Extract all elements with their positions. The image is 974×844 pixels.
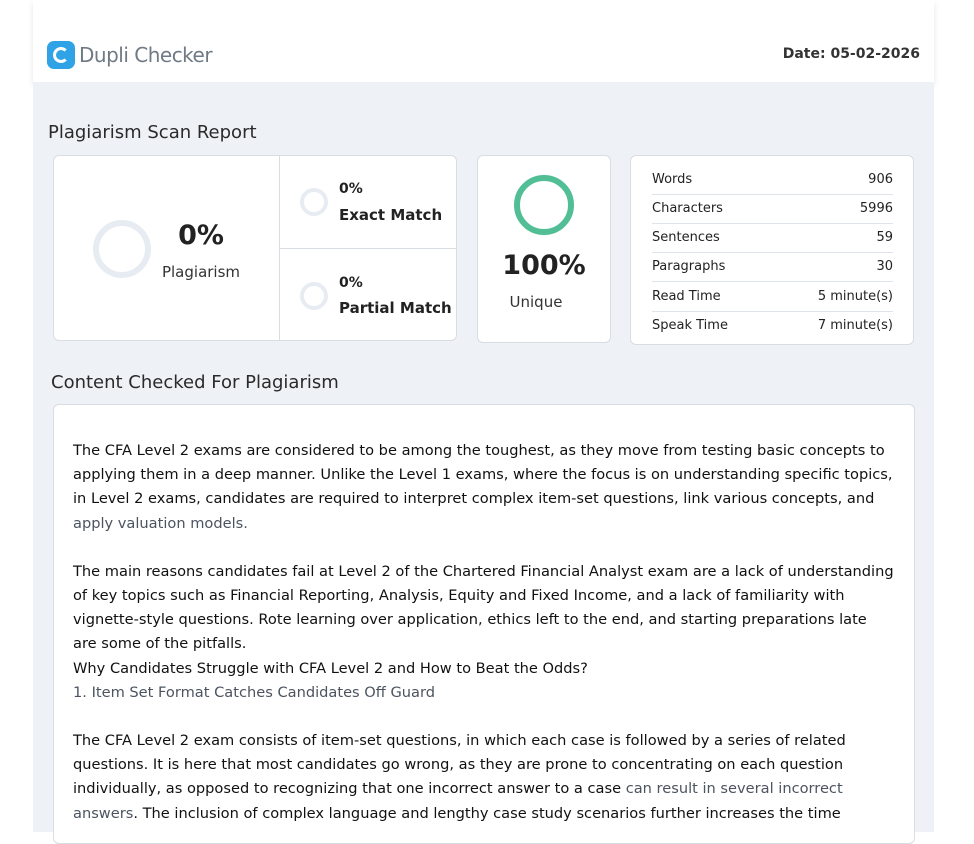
partial-match-label: Partial Match (339, 299, 452, 317)
plagiarism-ring-icon (93, 220, 151, 278)
partial-match-percent: 0% (339, 275, 363, 291)
stat-label: Words (652, 172, 693, 187)
stat-label: Read Time (652, 289, 721, 304)
stat-row-read-time (652, 282, 893, 312)
paragraph-text: . The inclusion of complex language and lengthy case study scenarios further increases the time (133, 804, 841, 822)
paragraph: Why Candidates Struggle with CFA Level 2 and How to Beat the Odds? (73, 659, 588, 677)
logo-icon (47, 41, 75, 69)
stat-label: Speak Time (652, 318, 728, 333)
stat-label: Sentences (652, 230, 720, 245)
paragraph (73, 439, 895, 536)
paragraph: The main reasons candidates fail at Level 2 of the Chartered Financial Analyst exam are a lack of understanding of key topics such as Financial Reporting, Analysis, Equity and Fixed Income, and a lack of familiarity with vignette-style questions. Rote learning over application, ethics left to the end, and starting preparations late are some of the pitfalls. (73, 562, 894, 653)
stat-label: Characters (652, 201, 723, 216)
paragraph (73, 729, 895, 826)
stat-value: 906 (868, 172, 893, 187)
content-card (53, 404, 915, 844)
report-page (33, 82, 934, 832)
unique-card (477, 155, 611, 343)
unique-label: Unique (509, 293, 563, 311)
plagiarism-card (53, 155, 457, 341)
exact-match-percent: 0% (339, 181, 363, 197)
stat-value: 7 minute(s) (817, 318, 893, 333)
stat-value: 59 (876, 230, 893, 245)
header (33, 0, 934, 82)
content-body (73, 439, 895, 826)
stat-row-sentences (652, 223, 893, 253)
paragraph-text: The CFA Level 2 exam consists of item-set questions, in which each case is followed by a series of related questions. It is here that most candidates go wrong, as they are prone to concentrating on each question individually, as opposed to recognizing that one incorrect answer to a case (73, 732, 846, 798)
divider (279, 248, 457, 249)
content-link[interactable]: apply valuation models. (73, 514, 248, 532)
heading-link[interactable]: 1. Item Set Format Catches Candidates Off Guard (73, 683, 435, 701)
exact-match-label: Exact Match (339, 206, 443, 224)
content-title: Content Checked For Plagiarism (51, 372, 339, 393)
partial-match-ring-icon (300, 282, 328, 310)
logo-text: Dupli Checker (79, 43, 213, 67)
paragraph-text: The CFA Level 2 exams are considered to be among the toughest, as they move from testing basic concepts to applying them in a deep manner. Unlike the Level 1 exams, where the focus is on understanding specific topics, in Level 2 exams, candidates are required to interpret complex item-set questions, link various concepts, and (73, 442, 893, 508)
plagiarism-percent: 0% (178, 220, 224, 251)
stat-value: 5996 (859, 201, 893, 216)
plagiarism-label: Plagiarism (161, 263, 241, 281)
stat-row-words (652, 165, 893, 195)
report-date: Date: 05-02-2026 (782, 46, 920, 62)
stat-row-speak-time (652, 311, 893, 340)
unique-percent: 100% (502, 250, 586, 281)
stat-label: Paragraphs (652, 259, 726, 274)
unique-ring-icon (514, 175, 574, 235)
stat-value: 5 minute(s) (817, 289, 893, 304)
stat-row-characters (652, 194, 893, 224)
exact-match-ring-icon (300, 188, 328, 216)
logo[interactable] (47, 41, 212, 69)
stat-row-paragraphs (652, 252, 893, 282)
stats-card (630, 155, 914, 345)
content-link[interactable]: can result in several incorrect answers (73, 780, 843, 822)
stat-value: 30 (876, 259, 893, 274)
report-title: Plagiarism Scan Report (48, 122, 257, 143)
